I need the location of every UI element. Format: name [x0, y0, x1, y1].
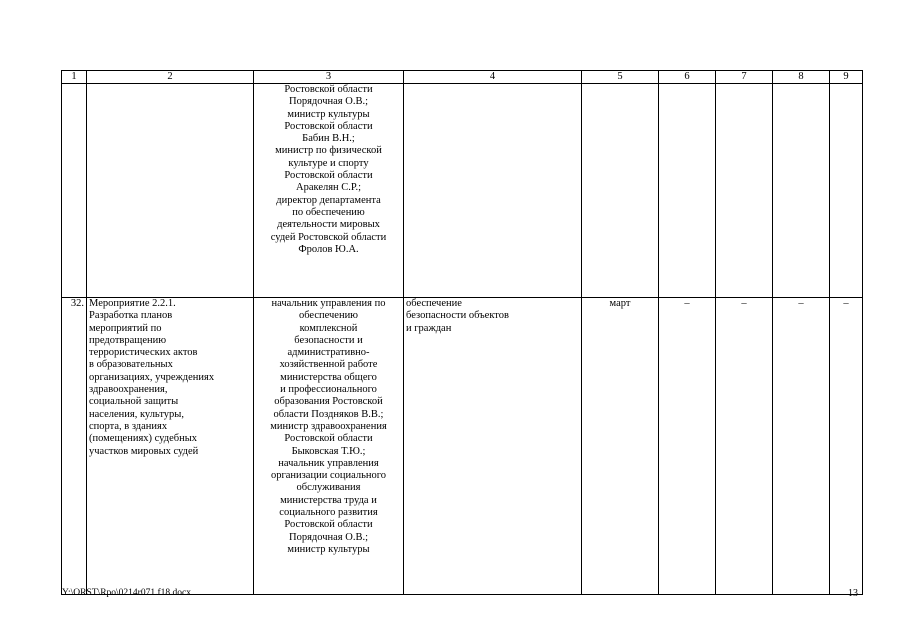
cell-empty	[62, 84, 87, 298]
activity-cell: Мероприятие 2.2.1. Разработка планов мероприятий по предотвращению террористических актов в образовательных организациях, учреждениях здравоохранения, социальной защиты населения, культуры, спорта, в зданиях (помещениях) судебных участков мировых судей	[87, 298, 254, 595]
header-row	[62, 71, 863, 84]
header-cell: 5	[582, 71, 659, 84]
deadline-cell: март	[582, 298, 659, 595]
header-cell: 9	[830, 71, 863, 84]
cell-empty	[404, 84, 582, 298]
result-cell: обеспечение безопасности объектов и граждан	[404, 298, 582, 595]
table-row-continued	[62, 84, 863, 298]
responsible-cell: начальник управления по обеспечению комплексной безопасности и административно- хозяйственной работе министерства общего и профессионального образования Ростовской области Поздняков В.В.; министр здравоохранения Ростовской области Быковская Т.Ю.; начальник управления организации социального обслуживания министерства труда и социального развития Ростовской области Порядочная О.В.; министр культуры	[254, 298, 404, 595]
cell-empty	[87, 84, 254, 298]
cell-empty	[659, 84, 716, 298]
file-path: Y:\ORST\Rpo\0214r071.f18.docx	[62, 588, 191, 598]
cell-empty	[716, 84, 773, 298]
value-cell: –	[830, 298, 863, 595]
value-cell: –	[659, 298, 716, 595]
header-cell: 6	[659, 71, 716, 84]
header-cell: 7	[716, 71, 773, 84]
plan-table	[61, 70, 863, 595]
page-number: 13	[848, 588, 858, 599]
cell-empty	[773, 84, 830, 298]
value-cell: –	[716, 298, 773, 595]
header-cell: 4	[404, 71, 582, 84]
cell-empty	[830, 84, 863, 298]
value-cell: –	[773, 298, 830, 595]
header-cell: 1	[62, 71, 87, 84]
responsible-cell: Ростовской области Порядочная О.В.; министр культуры Ростовской области Бабин В.Н.; министр по физической культуре и спорту Ростовской области Аракелян С.Р.; директор департамента по обеспечению деятельности мировых судей Ростовской области Фролов Ю.А.	[254, 84, 404, 298]
header-cell: 3	[254, 71, 404, 84]
table-row-32	[62, 298, 863, 595]
header-cell: 2	[87, 71, 254, 84]
cell-empty	[582, 84, 659, 298]
header-cell: 8	[773, 71, 830, 84]
row-number: 32.	[62, 298, 87, 595]
